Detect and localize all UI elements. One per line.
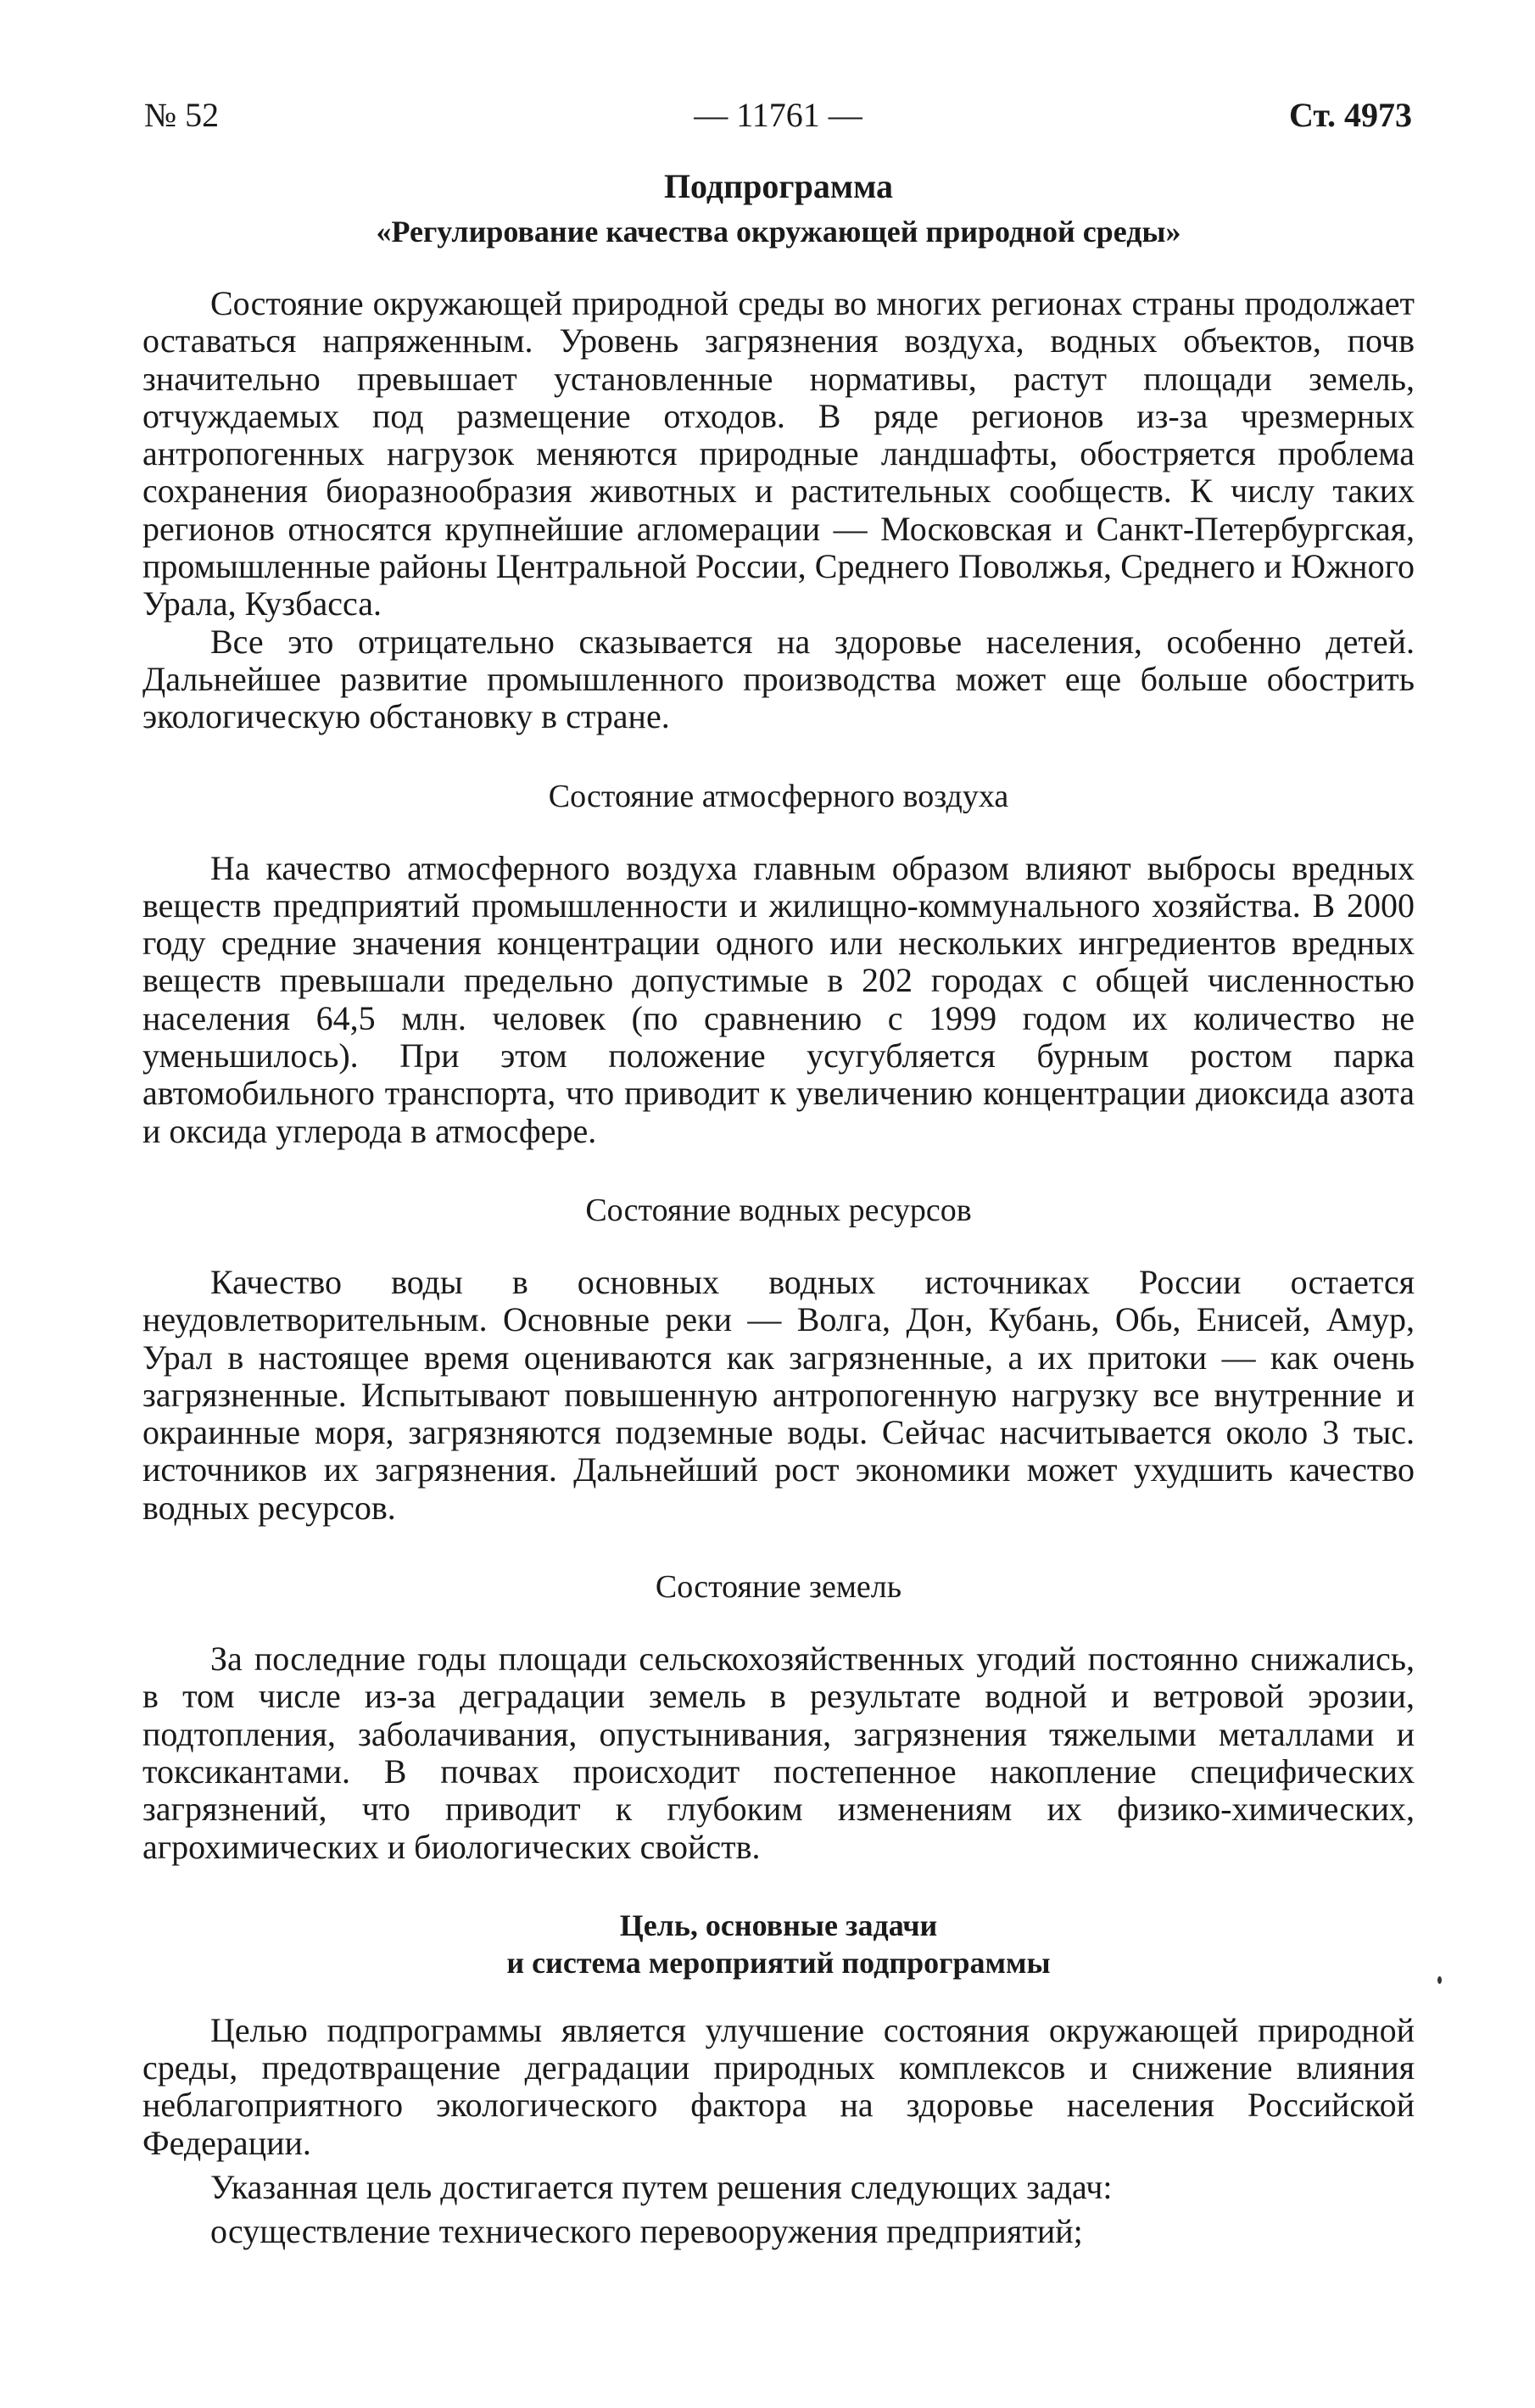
section-water — [142, 1191, 1415, 1527]
section-heading-water: Состояние водных ресурсов — [585, 1192, 972, 1228]
goals-heading-line-2: и система мероприятий подпрограммы — [506, 1945, 1051, 1980]
document-body — [142, 166, 1415, 2251]
document-subtitle: «Регулирование качества окружающей природной среды» — [376, 215, 1181, 249]
document-title: Подпрограмма — [663, 167, 894, 205]
section-heading-air: Состояние атмосферного воздуха — [548, 778, 1009, 814]
intro-section — [142, 285, 1415, 736]
section-goals — [142, 1907, 1415, 2251]
section-heading-land: Состояние земель — [655, 1569, 902, 1606]
goals-paragraph-3: осуществление технического перевооружения предприятий; — [210, 2212, 1083, 2251]
goals-paragraph-1: Целью подпрограммы является улучшение состояния окружающей природной среды, предотвращение деградации природных комплексов и снижение влияния неблагоприятного экологического фактора на здоровье населения Российской Федерации. — [142, 2010, 1415, 2162]
page-number: — 11761 — — [694, 96, 862, 134]
scan-speck — [1437, 1976, 1442, 1984]
issue-number: № 52 — [144, 96, 220, 134]
goals-paragraph-2: Указанная цель достигается путем решения следующих задач: — [210, 2167, 1113, 2206]
intro-paragraph-2: Все это отрицательно сказывается на здоровье населения, особенно детей. Дальнейшее развитие промышленного производства может еще больше обострить экологическую обстановку в стране. — [142, 622, 1415, 736]
section-air — [142, 777, 1415, 1150]
goals-heading-line-1: Цель, основные задачи — [619, 1908, 938, 1942]
section-land — [142, 1567, 1415, 1866]
section-paragraph-water: Качество воды в основных водных источниках России остается неудовлетворительным. Основные реки — Волга, Дон, Кубань, Обь, Енисей, Амур, Урал в настоящее время оцениваются как загрязненные, а их притоки — как очень загрязненные. Испытывают повышенную антропогенную нагрузку все внутренние и окраинные моря, загрязняются подземные воды. Сейчас насчитывается около 3 тыс. источников их загрязнения. Дальнейший рост экономики может ухудшить качество водных ресурсов. — [142, 1262, 1415, 1527]
intro-paragraph-1: Состояние окружающей природной среды во многих регионах страны продолжает оставаться напряженным. Уровень загрязнения воздуха, водных объектов, почв значительно превышает установленные нормативы, растут площади земель, отчуждаемых под размещение отходов. В ряде регионов из-за чрезмерных антропогенных нагрузок меняются природные ландшафты, обостряется проблема сохранения биоразнообразия животных и растительных сообществ. К числу таких регионов относятся крупнейшие агломерации — Московская и Санкт-Петербургская, промышленные районы Центральной России, Среднего Поволжья, Среднего и Южного Урала, Кузбасса. — [142, 284, 1415, 623]
page-header — [144, 95, 1412, 146]
article-number: Ст. 4973 — [1289, 96, 1412, 134]
section-paragraph-air: На качество атмосферного воздуха главным образом влияют выбросы вредных веществ предприятий промышленности и жилищно-коммунального хозяйства. В 2000 году средние значения концентрации одного или нескольких ингредиентов вредных веществ превышали предельно допустимые в 202 городах с общей численностью населения 64,5 млн. человек (по сравнению с 1999 годом их количество не уменьшилось). При этом положение усугубляется бурным ростом парка автомобильного транспорта, что приводит к увеличению концентрации диоксида азота и оксида углерода в атмосфере. — [142, 848, 1415, 1150]
section-paragraph-land: За последние годы площади сельскохозяйственных угодий постоянно снижались, в том числе из-за деградации земель в результате водной и ветровой эрозии, подтопления, заболачивания, опустынивания, загрязнения тяжелыми металлами и токсикантами. В почвах происходит постепенное накопление специфических загрязнений, что приводит к глубоким изменениям их физико-химических, агрохимических и биологических свойств. — [142, 1640, 1415, 1866]
goals-heading — [142, 1907, 1415, 1981]
